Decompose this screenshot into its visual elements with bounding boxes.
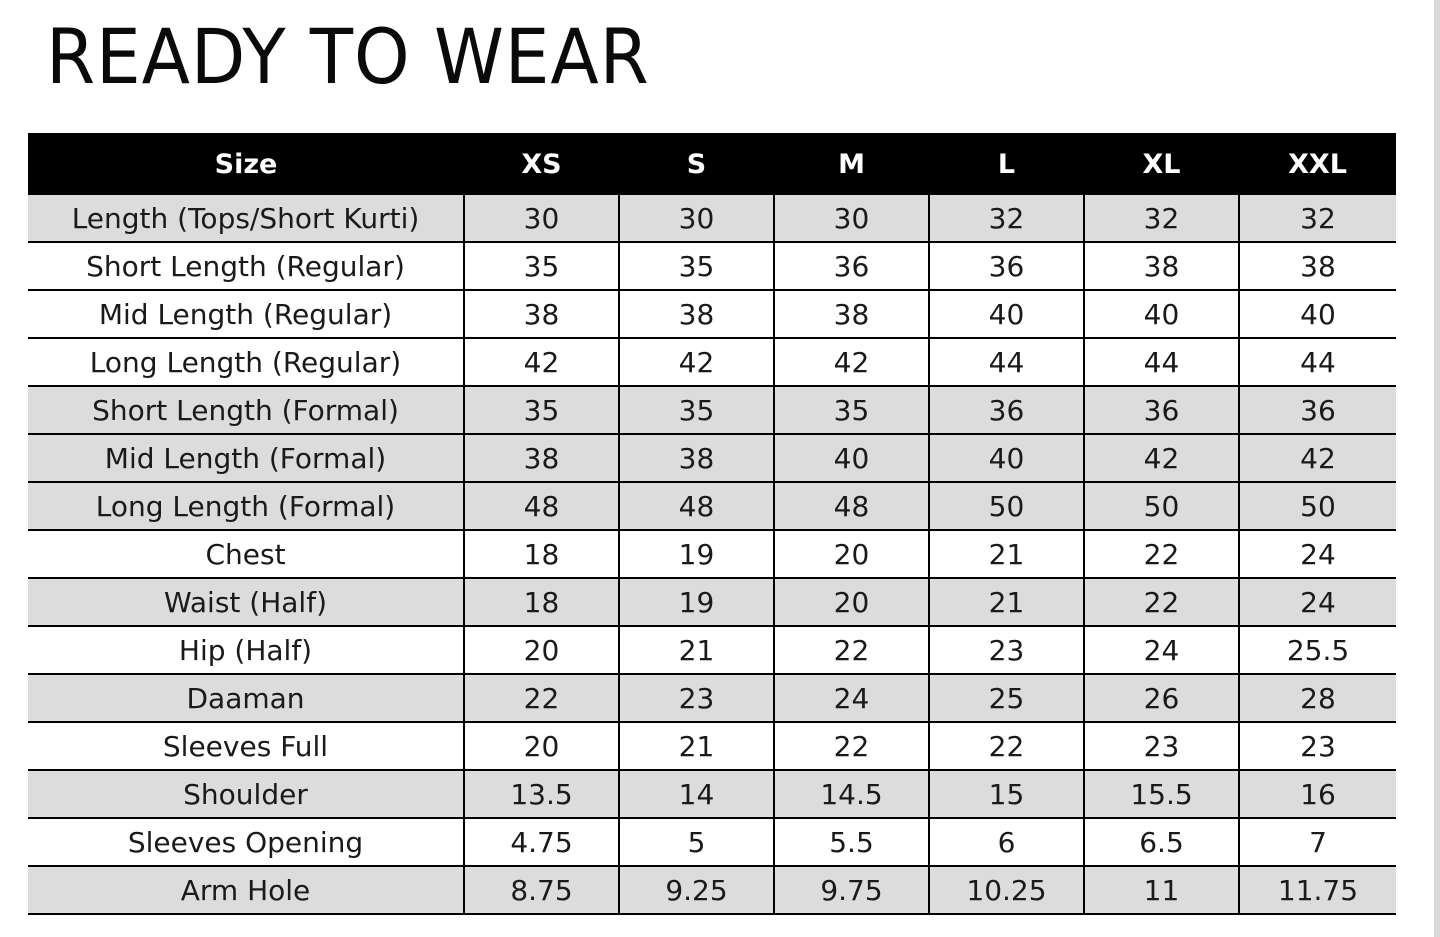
table-row (28, 482, 1396, 530)
cell-xxl: 25.5 (1239, 626, 1396, 674)
row-label: Length (Tops/Short Kurti) (28, 195, 464, 242)
row-label: Short Length (Formal) (28, 386, 464, 434)
scrollbar-track[interactable] (1434, 0, 1440, 937)
cell-s: 38 (619, 290, 774, 338)
cell-xxl: 44 (1239, 338, 1396, 386)
row-label: Long Length (Regular) (28, 338, 464, 386)
cell-m: 35 (774, 386, 929, 434)
cell-s: 42 (619, 338, 774, 386)
cell-xs: 20 (464, 626, 619, 674)
cell-l: 10.25 (929, 866, 1084, 914)
cell-m: 5.5 (774, 818, 929, 866)
cell-xl: 44 (1084, 338, 1239, 386)
row-label: Long Length (Formal) (28, 482, 464, 530)
cell-xl: 38 (1084, 242, 1239, 290)
cell-l: 23 (929, 626, 1084, 674)
cell-m: 20 (774, 578, 929, 626)
cell-l: 44 (929, 338, 1084, 386)
row-label: Mid Length (Formal) (28, 434, 464, 482)
cell-xl: 26 (1084, 674, 1239, 722)
cell-xxl: 38 (1239, 242, 1396, 290)
table-row (28, 338, 1396, 386)
cell-l: 40 (929, 290, 1084, 338)
row-label: Waist (Half) (28, 578, 464, 626)
cell-xl: 6.5 (1084, 818, 1239, 866)
cell-m: 30 (774, 195, 929, 242)
table-row (28, 866, 1396, 914)
cell-m: 22 (774, 626, 929, 674)
header-cell-xxl: XXL (1239, 133, 1396, 195)
table-header (28, 133, 1396, 195)
page-title: READY TO WEAR (46, 12, 650, 101)
cell-m: 42 (774, 338, 929, 386)
cell-xl: 40 (1084, 290, 1239, 338)
cell-s: 19 (619, 578, 774, 626)
header-cell-xl: XL (1084, 133, 1239, 195)
table-row (28, 770, 1396, 818)
table-row (28, 195, 1396, 242)
size-chart-table (28, 133, 1396, 915)
cell-s: 5 (619, 818, 774, 866)
header-cell-m: M (774, 133, 929, 195)
table-row (28, 578, 1396, 626)
cell-xs: 8.75 (464, 866, 619, 914)
cell-m: 38 (774, 290, 929, 338)
cell-m: 9.75 (774, 866, 929, 914)
cell-s: 35 (619, 386, 774, 434)
cell-s: 19 (619, 530, 774, 578)
cell-xxl: 32 (1239, 195, 1396, 242)
cell-xl: 42 (1084, 434, 1239, 482)
cell-s: 30 (619, 195, 774, 242)
cell-m: 24 (774, 674, 929, 722)
table-row (28, 290, 1396, 338)
cell-xs: 38 (464, 290, 619, 338)
table-body (28, 195, 1396, 914)
cell-l: 15 (929, 770, 1084, 818)
cell-xxl: 50 (1239, 482, 1396, 530)
cell-s: 14 (619, 770, 774, 818)
cell-xs: 18 (464, 578, 619, 626)
cell-l: 36 (929, 242, 1084, 290)
cell-xxl: 24 (1239, 530, 1396, 578)
row-label: Mid Length (Regular) (28, 290, 464, 338)
cell-xxl: 11.75 (1239, 866, 1396, 914)
cell-xs: 4.75 (464, 818, 619, 866)
row-label: Sleeves Full (28, 722, 464, 770)
cell-l: 36 (929, 386, 1084, 434)
cell-xl: 22 (1084, 530, 1239, 578)
cell-l: 22 (929, 722, 1084, 770)
cell-xxl: 42 (1239, 434, 1396, 482)
cell-m: 14.5 (774, 770, 929, 818)
row-label: Short Length (Regular) (28, 242, 464, 290)
row-label: Sleeves Opening (28, 818, 464, 866)
cell-xs: 30 (464, 195, 619, 242)
header-cell-s: S (619, 133, 774, 195)
cell-xxl: 7 (1239, 818, 1396, 866)
table-row (28, 626, 1396, 674)
cell-m: 20 (774, 530, 929, 578)
cell-s: 21 (619, 626, 774, 674)
table-row (28, 722, 1396, 770)
cell-m: 36 (774, 242, 929, 290)
header-row (28, 133, 1396, 195)
cell-s: 48 (619, 482, 774, 530)
cell-xl: 32 (1084, 195, 1239, 242)
cell-xl: 23 (1084, 722, 1239, 770)
cell-xxl: 23 (1239, 722, 1396, 770)
table-row (28, 386, 1396, 434)
cell-xxl: 16 (1239, 770, 1396, 818)
cell-l: 21 (929, 530, 1084, 578)
table-row (28, 434, 1396, 482)
cell-s: 35 (619, 242, 774, 290)
row-label: Daaman (28, 674, 464, 722)
cell-xxl: 36 (1239, 386, 1396, 434)
cell-xxl: 28 (1239, 674, 1396, 722)
row-label: Arm Hole (28, 866, 464, 914)
cell-l: 40 (929, 434, 1084, 482)
header-cell-size: Size (28, 133, 464, 195)
cell-s: 21 (619, 722, 774, 770)
cell-xs: 38 (464, 434, 619, 482)
cell-xl: 50 (1084, 482, 1239, 530)
cell-m: 22 (774, 722, 929, 770)
cell-l: 21 (929, 578, 1084, 626)
header-cell-l: L (929, 133, 1084, 195)
cell-xxl: 24 (1239, 578, 1396, 626)
cell-xs: 35 (464, 242, 619, 290)
cell-xl: 11 (1084, 866, 1239, 914)
cell-xl: 15.5 (1084, 770, 1239, 818)
cell-l: 25 (929, 674, 1084, 722)
table-row (28, 818, 1396, 866)
cell-xl: 24 (1084, 626, 1239, 674)
cell-m: 48 (774, 482, 929, 530)
row-label: Hip (Half) (28, 626, 464, 674)
table-row (28, 530, 1396, 578)
cell-l: 6 (929, 818, 1084, 866)
cell-s: 9.25 (619, 866, 774, 914)
row-label: Shoulder (28, 770, 464, 818)
header-cell-xs: XS (464, 133, 619, 195)
cell-xs: 48 (464, 482, 619, 530)
cell-xl: 36 (1084, 386, 1239, 434)
table-row (28, 242, 1396, 290)
cell-m: 40 (774, 434, 929, 482)
cell-xxl: 40 (1239, 290, 1396, 338)
cell-s: 23 (619, 674, 774, 722)
cell-s: 38 (619, 434, 774, 482)
table-row (28, 674, 1396, 722)
cell-xs: 42 (464, 338, 619, 386)
cell-xs: 20 (464, 722, 619, 770)
cell-xs: 22 (464, 674, 619, 722)
cell-xl: 22 (1084, 578, 1239, 626)
cell-l: 32 (929, 195, 1084, 242)
row-label: Chest (28, 530, 464, 578)
cell-l: 50 (929, 482, 1084, 530)
cell-xs: 13.5 (464, 770, 619, 818)
cell-xs: 35 (464, 386, 619, 434)
cell-xs: 18 (464, 530, 619, 578)
